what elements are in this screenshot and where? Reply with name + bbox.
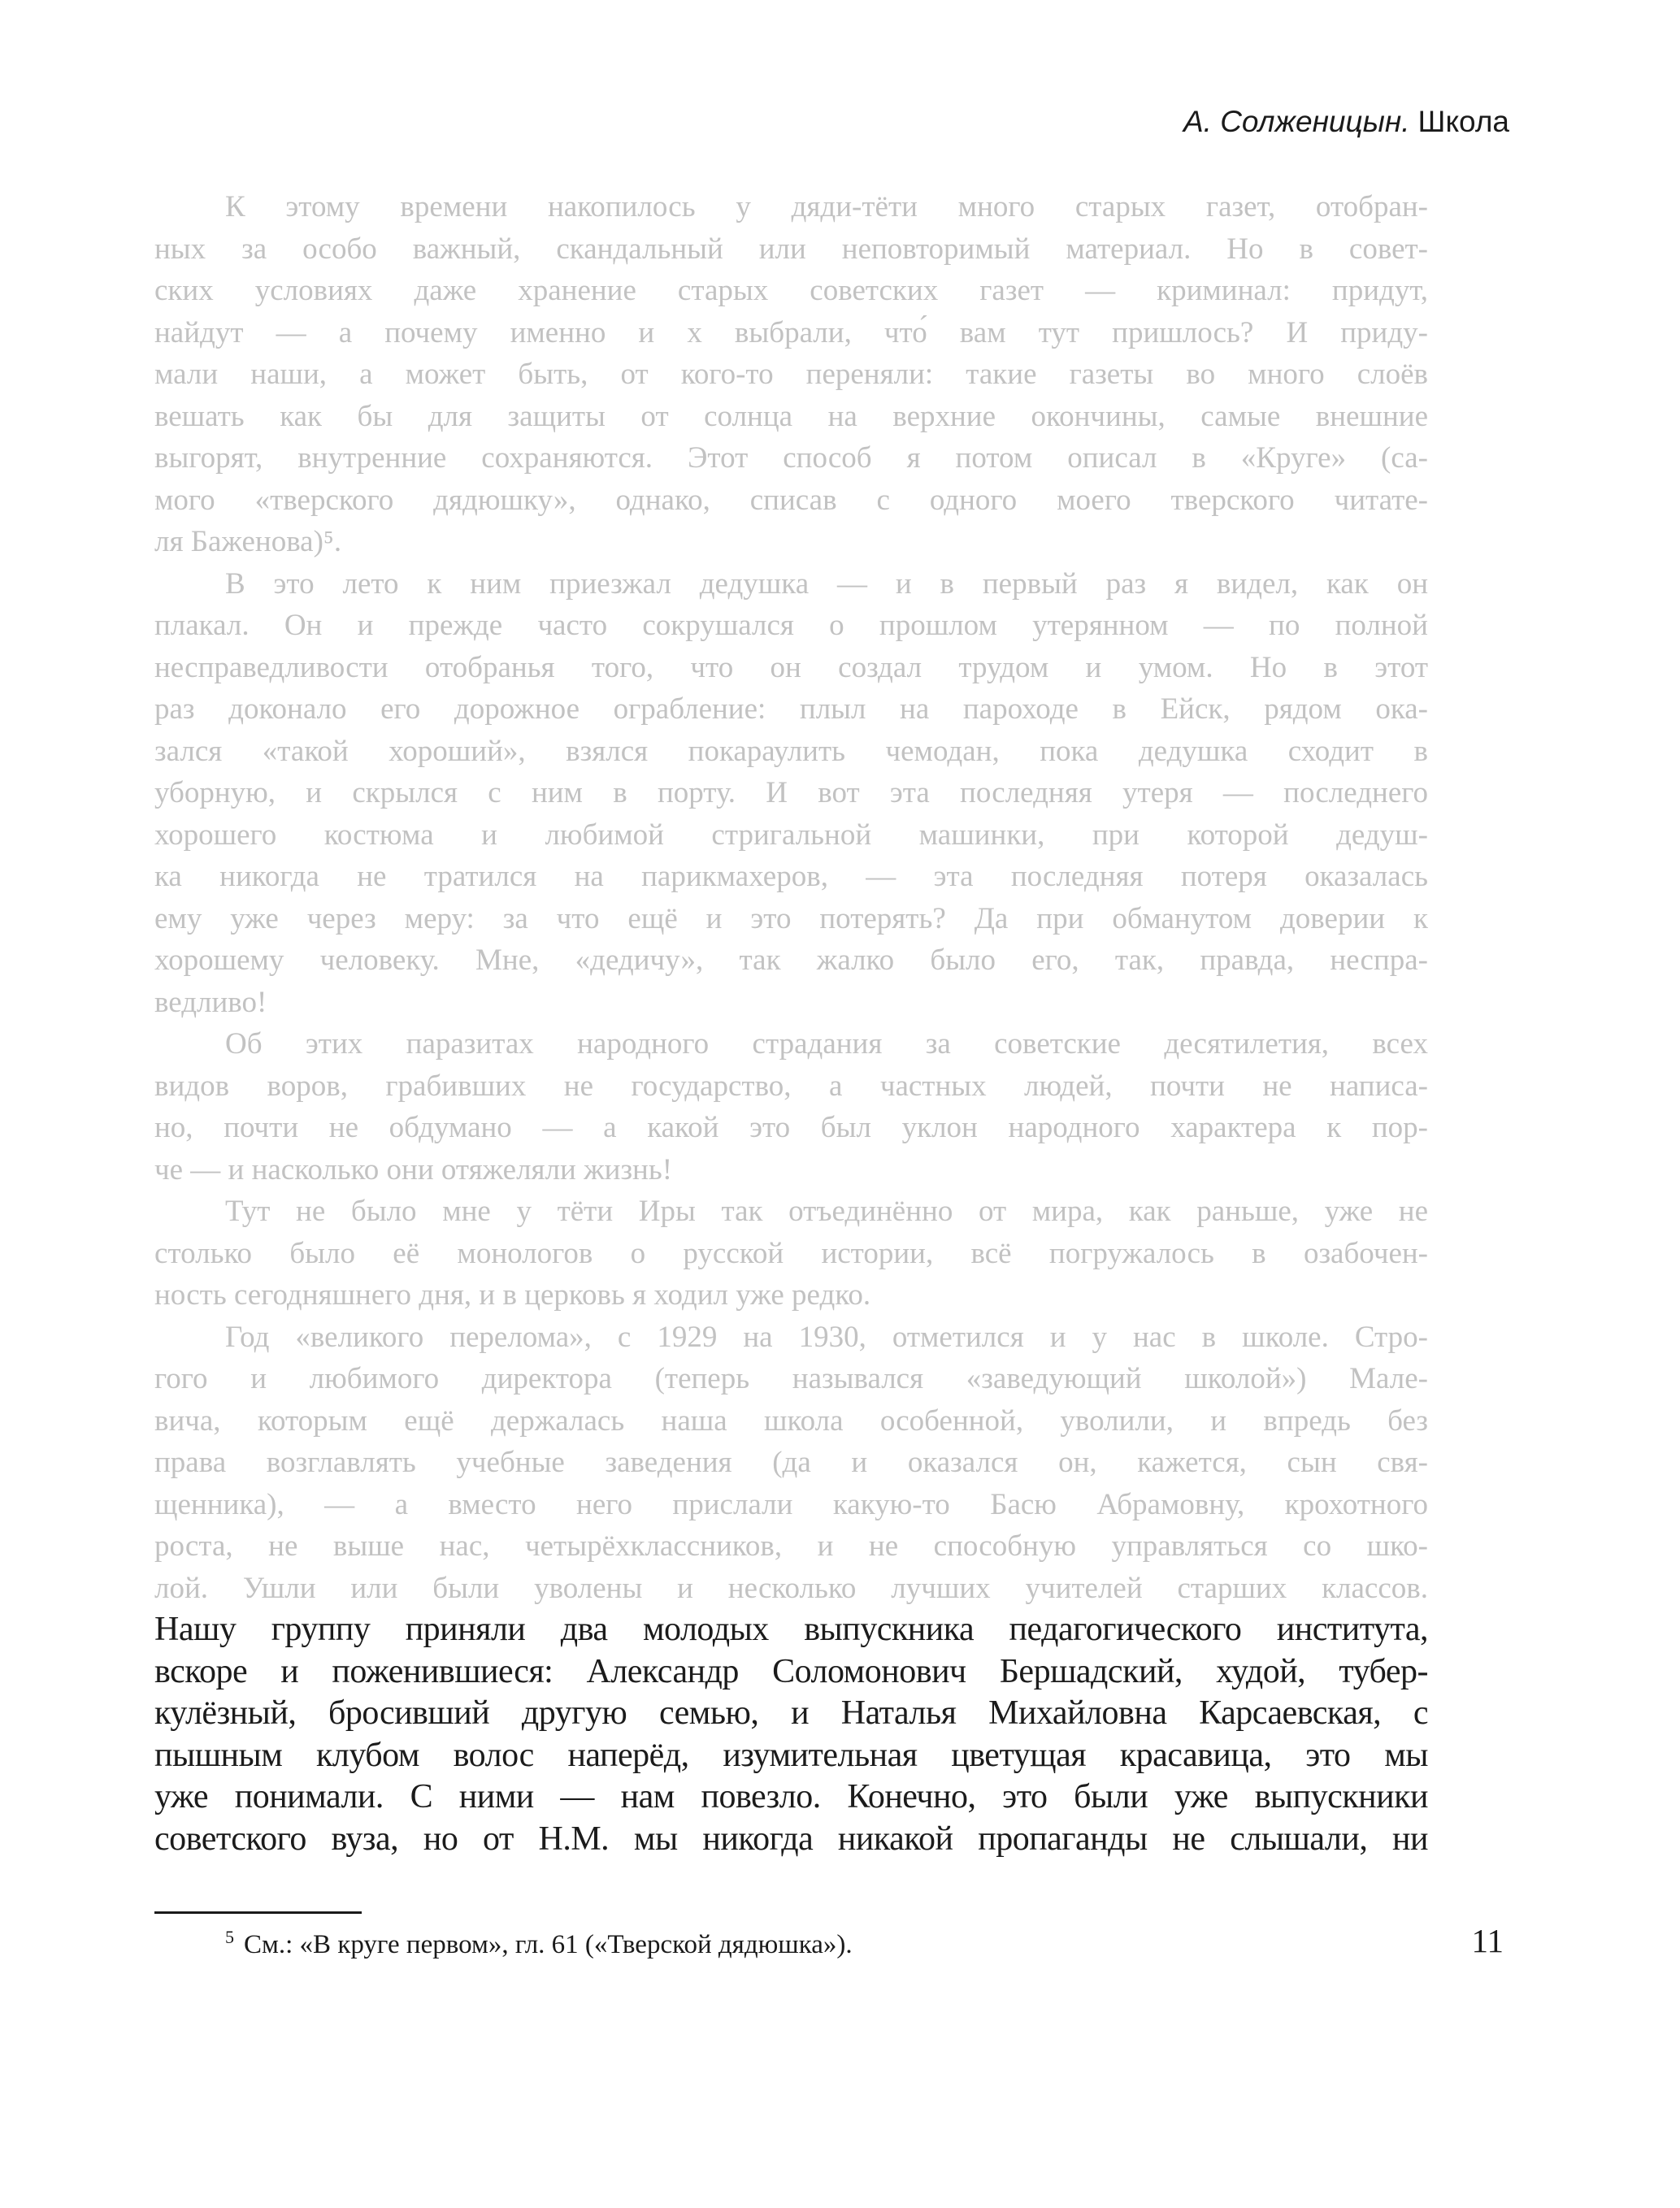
text-line: раз доконало его дорожное ограбление: плыл на пароходе в Ейск, рядом ока-: [154, 692, 1428, 726]
text-line: вешать как бы для защиты от солнца на верхние окончины, самые внешние: [154, 399, 1428, 433]
text-line: щенника), — а вместо него прислали какую-то Басю Абрамовну, крохотного: [154, 1487, 1428, 1521]
text-line: К этому времени накопилось у дяди-тёти много старых газет, отобран-: [225, 190, 1428, 223]
running-head: [1183, 104, 1509, 140]
text-line: ность сегодняшнего дня, и в церковь я ходил уже редко.: [154, 1278, 871, 1312]
text-line: лой. Ушли или были уволены и несколько лучших учителей старших классов.: [154, 1571, 1428, 1605]
text-line: советского вуза, но от Н.М. мы никогда никакой пропаганды не слышали, ни: [154, 1820, 1428, 1858]
text-line: Тут не было мне у тёти Иры так отъединённо от мира, как раньше, уже не: [225, 1195, 1428, 1228]
page-number: 11: [1471, 1922, 1504, 1959]
text-line: найдут — а почему именно и х выбрали, что́ вам тут пришлось? И приду-: [154, 315, 1428, 349]
text-line: видов воров, грабивших не государство, а частных людей, почти не написа-: [154, 1069, 1428, 1103]
text-line: Нашу группу приняли два молодых выпускника педагогического института,: [154, 1611, 1428, 1648]
text-line: вича, которым ещё держалась наша школа особенной, уволили, и впредь без: [154, 1403, 1428, 1438]
text-line: мого «тверского дядюшку», однако, списав с одного моего тверского читате-: [154, 483, 1428, 517]
footnote-marker: 5: [225, 1927, 234, 1947]
text-line: уже понимали. С ними — нам повезло. Конечно, это были уже выпускники: [154, 1778, 1428, 1815]
text-line: Об этих паразитах народного страдания за советские десятилетия, всех: [225, 1027, 1428, 1061]
footnote: [154, 1928, 1374, 1962]
text-line: ему уже через меру: за что ещё и это потерять? Да при обманутом доверии к: [154, 901, 1428, 935]
text-line: че — и насколько они отяжеляли жизнь!: [154, 1152, 673, 1186]
body-text: [154, 186, 1428, 1860]
text-line: хорошего костюма и любимой стригальной машинки, при которой дедуш-: [154, 818, 1428, 852]
text-line: плакал. Он и прежде часто сокрушался о прошлом утерянном — по полной: [154, 609, 1428, 642]
text-line: ных за особо важный, скандальный или неповторимый материал. Но в совет-: [154, 232, 1428, 266]
text-line: хорошему человеку. Мне, «дедичу», так жалко было его, так, правда, неспра-: [154, 943, 1428, 977]
text-line: ля Баженова)⁵.: [154, 525, 342, 558]
text-line: пышным клубом волос наперёд, изумительная цветущая красавица, это мы: [154, 1736, 1428, 1774]
text-line: гого и любимого директора (теперь назывался «заведующий школой») Мале-: [154, 1362, 1428, 1395]
text-line: уборную, и скрылся с ним в порту. И вот эта последняя утеря — последнего: [154, 776, 1428, 809]
text-line: права возглавлять учебные заведения (да и оказался он, кажется, сын свя-: [154, 1446, 1428, 1479]
text-line: зался «такой хороший», взялся покараулить чемодан, пока дедушка сходит в: [154, 734, 1428, 768]
text-line: выгорят, внутренние сохраняются. Этот способ я потом описал в «Круге» (са-: [154, 441, 1428, 475]
running-head-author: А. Солженицын.: [1183, 105, 1410, 138]
text-line: ских условиях даже хранение старых советских газет — криминал: придут,: [154, 274, 1428, 307]
text-line: несправедливости отобранья того, что он создал трудом и умом. Но в этот: [154, 650, 1428, 684]
footnote-divider: [154, 1911, 362, 1914]
text-line: мали наши, а может быть, от кого-то переняли: такие газеты во много слоёв: [154, 358, 1428, 391]
text-line: ка никогда не тратился на парикмахеров, — эта последняя потеря оказалась: [154, 860, 1428, 893]
text-line: вскоре и поженившиеся: Александр Соломонович Бершадский, худой, тубер-: [154, 1652, 1428, 1690]
running-head-title: Школа: [1417, 105, 1509, 138]
text-line: ведливо!: [154, 985, 267, 1019]
text-line: В это лето к ним приезжал дедушка — и в первый раз я видел, как он: [225, 566, 1428, 601]
footnote-text: См.: «В круге первом», гл. 61 («Тверской дядюшка»).: [244, 1930, 853, 1959]
text-line: роста, не выше нас, четырёхклассников, и не способную управляться со шко-: [154, 1529, 1428, 1563]
text-line: столько было её монологов о русской истории, всё погружалось в озабочен-: [154, 1236, 1428, 1270]
text-line: Год «великого перелома», с 1929 на 1930, отметился и у нас в школе. Стро-: [225, 1320, 1428, 1354]
text-line: но, почти не обдумано — а какой это был уклон народного характера к пор-: [154, 1111, 1428, 1144]
text-line: кулёзный, бросивший другую семью, и Наталья Михайловна Карсаевская, с: [154, 1694, 1428, 1732]
